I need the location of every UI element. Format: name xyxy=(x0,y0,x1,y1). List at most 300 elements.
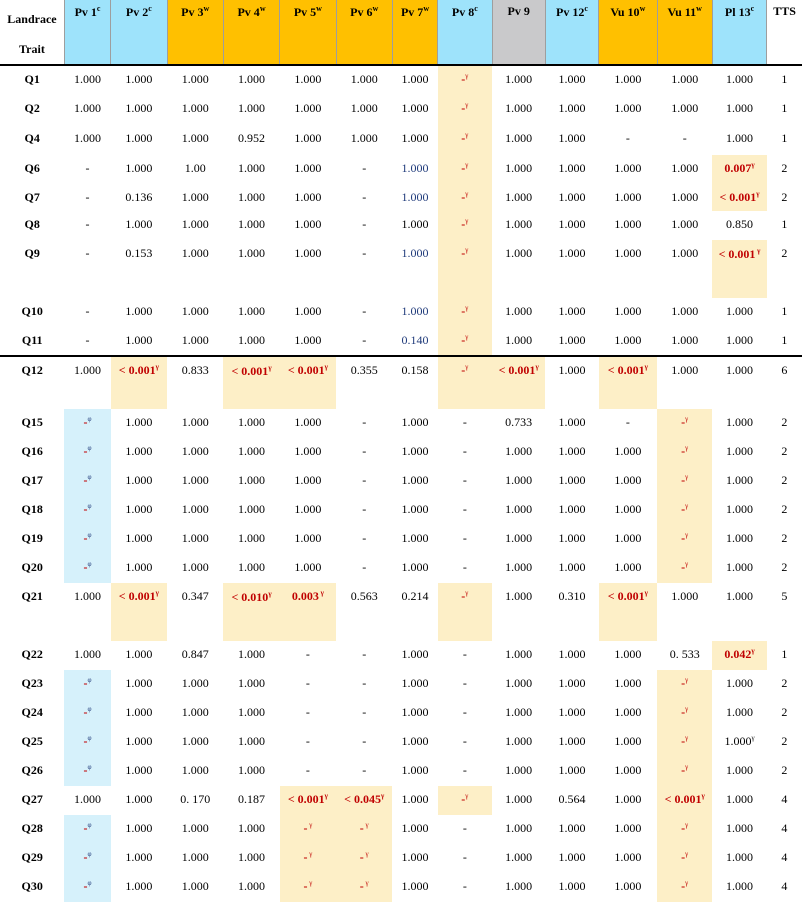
cell-value: 1.000 xyxy=(726,560,754,574)
table-cell xyxy=(64,815,110,844)
column-header-label: Pl 13 xyxy=(724,5,751,19)
table-cell xyxy=(167,786,223,815)
table-cell xyxy=(64,525,110,554)
cell-value: 1.000 xyxy=(401,676,429,690)
table-cell xyxy=(336,409,392,438)
cell-marker: γ xyxy=(307,821,313,829)
table-cell xyxy=(657,873,712,902)
table-cell xyxy=(492,155,545,184)
table-cell xyxy=(223,125,279,155)
cell-marker: γ xyxy=(751,161,755,169)
cell-marker: γ xyxy=(363,821,369,829)
cell-value: 1.000 xyxy=(125,647,153,661)
cell-value: 1.000 xyxy=(614,734,642,748)
table-cell xyxy=(657,95,712,125)
table-cell xyxy=(392,757,437,786)
cell-value: 1.000 xyxy=(294,131,322,145)
cell-value: 0.007 xyxy=(724,161,752,175)
cell-value: 1.000 xyxy=(726,101,754,115)
table-row xyxy=(0,699,802,728)
cell-value: 1.000 xyxy=(125,131,153,145)
cell-value: 1.000 xyxy=(558,101,586,115)
cell-marker: γ xyxy=(685,821,689,829)
table-cell xyxy=(336,65,392,95)
cell-marker: γ xyxy=(756,190,760,198)
table-row xyxy=(0,641,802,670)
cell-value: 1.000 xyxy=(558,879,586,893)
table-cell xyxy=(599,356,657,409)
column-header-superscript: w xyxy=(696,4,702,13)
cell-value: < 0.001 xyxy=(718,247,756,261)
table-cell xyxy=(438,699,492,728)
table-cell xyxy=(545,786,598,815)
header-row xyxy=(0,0,802,65)
table-cell xyxy=(438,240,492,298)
cell-value: - xyxy=(462,763,467,777)
cell-value: 1.000 xyxy=(238,246,266,260)
table-cell xyxy=(280,95,336,125)
cell-value: 2 xyxy=(781,734,788,748)
table-row xyxy=(0,467,802,496)
table-cell xyxy=(545,496,598,525)
table-cell xyxy=(223,641,279,670)
table-row xyxy=(0,815,802,844)
table-cell xyxy=(712,525,766,554)
table-row xyxy=(0,155,802,184)
cell-value: 1.000 xyxy=(125,850,153,864)
cell-dash: - xyxy=(303,879,308,893)
cell-value: 1.000 xyxy=(614,304,642,318)
cell-value: 1.000 xyxy=(181,734,209,748)
table-cell xyxy=(392,184,437,211)
cell-value: 1.000 xyxy=(181,473,209,487)
table-cell xyxy=(223,298,279,327)
cell-value: 1.000 xyxy=(671,190,699,204)
table-cell xyxy=(545,583,598,641)
table-cell xyxy=(492,356,545,409)
table-cell xyxy=(438,728,492,757)
table-cell xyxy=(712,786,766,815)
table-cell xyxy=(223,815,279,844)
table-cell xyxy=(767,583,802,641)
table-cell xyxy=(767,184,802,211)
table-cell xyxy=(545,873,598,902)
cell-value: 1.000 xyxy=(558,705,586,719)
table-cell xyxy=(223,211,279,240)
table-row xyxy=(0,211,802,240)
table-cell xyxy=(64,670,110,699)
table-cell xyxy=(712,65,766,95)
table-cell xyxy=(545,155,598,184)
cell-dash: - xyxy=(83,821,88,835)
cell-value: < 0.001 xyxy=(118,363,156,377)
cell-value: 1.000 xyxy=(671,72,699,86)
cell-value: - xyxy=(362,217,367,231)
table-cell xyxy=(111,438,167,467)
table-cell xyxy=(545,844,598,873)
cell-value: 1.000 xyxy=(671,161,699,175)
cell-value: 1.000 xyxy=(181,821,209,835)
cell-value: 1.000 xyxy=(401,879,429,893)
cell-value: - xyxy=(625,131,630,145)
table-cell xyxy=(223,65,279,95)
table-cell xyxy=(167,356,223,409)
table-cell xyxy=(111,583,167,641)
table-cell xyxy=(599,125,657,155)
cell-value: 1.000 xyxy=(125,72,153,86)
column-header-superscript: c xyxy=(584,4,588,13)
cell-value: 1.000 xyxy=(401,821,429,835)
table-cell xyxy=(599,583,657,641)
cell-value: 1.000 xyxy=(74,589,102,603)
table-cell xyxy=(657,155,712,184)
cell-dash: - xyxy=(359,821,364,835)
cell-value: 1.000 xyxy=(614,850,642,864)
column-header xyxy=(167,0,223,65)
table-cell xyxy=(111,844,167,873)
cell-marker: γ xyxy=(685,444,689,452)
cell-value: 1.000 xyxy=(505,676,533,690)
cell-value: 1.000 xyxy=(558,676,586,690)
column-header-superscript: w xyxy=(639,4,646,13)
table-cell xyxy=(657,815,712,844)
cell-value: 1.000 xyxy=(401,763,429,777)
cell-marker: γ xyxy=(685,879,689,887)
trait-header-line1: Landrace xyxy=(7,12,57,26)
table-cell xyxy=(599,815,657,844)
cell-value: 1.000 xyxy=(125,560,153,574)
cell-marker: γ xyxy=(465,589,469,597)
table-cell xyxy=(167,525,223,554)
cell-value: 1.000 xyxy=(238,647,266,661)
table-cell xyxy=(167,815,223,844)
cell-value: 1.000 xyxy=(558,72,586,86)
cell-value: 1.000 xyxy=(181,190,209,204)
table-cell xyxy=(280,184,336,211)
cell-value: 1.000 xyxy=(614,502,642,516)
table-row xyxy=(0,728,802,757)
table-cell xyxy=(280,65,336,95)
table-cell xyxy=(392,496,437,525)
cell-value: 4 xyxy=(781,821,788,835)
table-cell xyxy=(64,728,110,757)
table-cell xyxy=(438,155,492,184)
table-row xyxy=(0,356,802,409)
cell-dash: - xyxy=(83,879,88,893)
cell-value: 1.000 xyxy=(294,161,322,175)
table-cell xyxy=(492,95,545,125)
cell-value: 1.000 xyxy=(238,734,266,748)
column-header-label: Pv 2 xyxy=(125,5,149,19)
table-cell xyxy=(712,438,766,467)
cell-value: 1.000 xyxy=(181,72,209,86)
table-cell xyxy=(657,125,712,155)
column-header-superscript: w xyxy=(259,4,266,13)
table-cell xyxy=(712,409,766,438)
cell-value: 1.000 xyxy=(238,821,266,835)
cell-value: 1.000 xyxy=(558,734,586,748)
cell-value: 0.850 xyxy=(726,217,754,231)
table-cell xyxy=(657,356,712,409)
cell-value: 0.564 xyxy=(558,792,586,806)
cell-value: 1.000 xyxy=(558,821,586,835)
cell-marker: γ xyxy=(465,333,469,341)
cell-value: 1.000 xyxy=(125,734,153,748)
table-cell xyxy=(392,699,437,728)
table-cell xyxy=(712,554,766,583)
table-cell xyxy=(392,298,437,327)
cell-value: - xyxy=(462,473,467,487)
table-cell xyxy=(438,583,492,641)
cell-value: - xyxy=(462,850,467,864)
cell-value: 0.158 xyxy=(401,363,429,377)
cell-value: 1.000 xyxy=(125,705,153,719)
cell-value: - xyxy=(682,131,687,145)
cell-dash: - xyxy=(681,763,686,777)
table-row xyxy=(0,844,802,873)
cell-dash: - xyxy=(681,444,686,458)
column-header xyxy=(599,0,657,65)
table-cell xyxy=(545,641,598,670)
table-cell xyxy=(64,438,110,467)
cell-value: 1.000 xyxy=(505,502,533,516)
table-cell xyxy=(657,298,712,327)
table-cell xyxy=(111,467,167,496)
cell-value: 0.003 xyxy=(291,589,319,603)
table-row xyxy=(0,670,802,699)
cell-value: 1.000 xyxy=(505,763,533,777)
table-cell xyxy=(223,95,279,125)
table-cell xyxy=(167,728,223,757)
cell-dash: - xyxy=(83,734,88,748)
row-trait-label: Q30 xyxy=(21,879,43,893)
cell-value: 1.000 xyxy=(558,246,586,260)
table-cell xyxy=(167,409,223,438)
row-trait-label: Q9 xyxy=(24,246,40,260)
cell-dash: - xyxy=(681,502,686,516)
cell-value: 1.000 xyxy=(558,560,586,574)
cell-value: - xyxy=(305,705,310,719)
cell-marker: φ xyxy=(87,473,92,481)
cell-value: - xyxy=(462,502,467,516)
cell-value: - xyxy=(362,333,367,347)
cell-value: 0. 533 xyxy=(669,647,700,661)
table-cell xyxy=(599,641,657,670)
cell-value: 1.000 xyxy=(614,444,642,458)
table-cell xyxy=(712,496,766,525)
table-cell xyxy=(492,409,545,438)
table-cell xyxy=(223,409,279,438)
cell-value: 1.000 xyxy=(125,444,153,458)
cell-value: - xyxy=(462,705,467,719)
cell-value: 1.000 xyxy=(614,161,642,175)
column-header-superscript: w xyxy=(372,4,379,13)
cell-value: 1.000 xyxy=(614,217,642,231)
table-cell xyxy=(223,699,279,728)
table-cell xyxy=(392,95,437,125)
cell-value: 1.000 xyxy=(726,473,754,487)
cell-value: 1.000 xyxy=(558,304,586,318)
table-cell xyxy=(64,844,110,873)
cell-value: 2 xyxy=(781,763,788,777)
column-header-label: Pv 8 xyxy=(451,5,475,19)
cell-value: 1.000 xyxy=(181,246,209,260)
table-cell xyxy=(492,699,545,728)
cell-value: 1 xyxy=(781,72,788,86)
cell-value: - xyxy=(625,415,630,429)
table-cell xyxy=(280,844,336,873)
table-cell xyxy=(599,844,657,873)
cell-value: 1.000 xyxy=(74,101,102,115)
table-cell xyxy=(767,155,802,184)
table-row xyxy=(0,873,802,902)
cell-marker: γ xyxy=(465,101,469,109)
cell-value: 1.000 xyxy=(401,415,429,429)
table-cell xyxy=(392,409,437,438)
cell-value: 2 xyxy=(781,560,788,574)
cell-value: 1.000 xyxy=(238,879,266,893)
table-cell xyxy=(712,641,766,670)
table-cell xyxy=(438,211,492,240)
table-cell xyxy=(64,641,110,670)
table-cell xyxy=(336,757,392,786)
table-cell xyxy=(545,554,598,583)
cell-dash: - xyxy=(681,821,686,835)
table-cell xyxy=(438,65,492,95)
table-cell xyxy=(438,815,492,844)
table-cell xyxy=(545,670,598,699)
column-header-superscript: w xyxy=(316,4,322,13)
table-cell xyxy=(545,65,598,95)
row-trait-label: Q8 xyxy=(24,217,40,231)
table-cell xyxy=(336,844,392,873)
table-cell xyxy=(111,327,167,356)
table-cell xyxy=(64,757,110,786)
table-cell xyxy=(767,467,802,496)
table-cell xyxy=(111,356,167,409)
table-cell xyxy=(223,844,279,873)
column-header-label: Pv 5 xyxy=(293,5,317,19)
table-cell xyxy=(64,699,110,728)
cell-value: 1.000 xyxy=(238,72,266,86)
table-cell xyxy=(392,815,437,844)
table-cell xyxy=(492,757,545,786)
column-header xyxy=(767,0,802,65)
table-row xyxy=(0,525,802,554)
cell-value: 1.000 xyxy=(238,444,266,458)
cell-value: - xyxy=(462,444,467,458)
cell-marker: γ xyxy=(685,531,689,539)
cell-value: 0.355 xyxy=(350,363,378,377)
column-header xyxy=(545,0,598,65)
table-cell xyxy=(545,525,598,554)
table-cell xyxy=(392,155,437,184)
column-header xyxy=(657,0,712,65)
cell-value: 1 xyxy=(781,101,788,115)
cell-marker: γ xyxy=(381,792,385,800)
table-cell xyxy=(336,467,392,496)
cell-value: < 0.001 xyxy=(287,363,325,377)
table-cell xyxy=(438,298,492,327)
cell-marker: γ xyxy=(535,363,539,371)
table-cell xyxy=(657,641,712,670)
cell-value: 1.000 xyxy=(671,363,699,377)
cell-value: 1.000 xyxy=(726,763,754,777)
cell-value: 1.000 xyxy=(505,72,533,86)
table-cell xyxy=(599,873,657,902)
cell-value: 1.000 xyxy=(558,190,586,204)
cell-value: 1 xyxy=(781,217,788,231)
cell-value: 1.000 xyxy=(558,131,586,145)
cell-value: - xyxy=(305,763,310,777)
cell-value: 0.042 xyxy=(724,647,752,661)
table-cell xyxy=(111,757,167,786)
table-cell xyxy=(767,298,802,327)
table-cell xyxy=(336,670,392,699)
cell-marker: γ xyxy=(465,72,469,80)
table-cell xyxy=(657,525,712,554)
cell-value: 1.000 xyxy=(505,792,533,806)
cell-value: 0.214 xyxy=(401,589,429,603)
table-cell xyxy=(111,670,167,699)
table-cell xyxy=(280,125,336,155)
cell-value: 1.000 xyxy=(125,792,153,806)
cell-value: 1.000 xyxy=(74,72,102,86)
column-header xyxy=(438,0,492,65)
cell-value: - xyxy=(362,304,367,318)
table-cell xyxy=(392,873,437,902)
table-cell xyxy=(767,844,802,873)
cell-marker: γ xyxy=(465,131,469,139)
table-cell xyxy=(111,65,167,95)
cell-value: 1.000 xyxy=(614,879,642,893)
table-cell xyxy=(712,184,766,211)
column-header xyxy=(392,0,437,65)
cell-value: 0.833 xyxy=(181,363,209,377)
cell-dash: - xyxy=(461,131,466,145)
table-cell xyxy=(64,356,110,409)
table-cell xyxy=(492,298,545,327)
cell-marker: γ xyxy=(465,190,469,198)
table-cell xyxy=(657,65,712,95)
table-cell xyxy=(492,438,545,467)
cell-marker: γ xyxy=(644,589,648,597)
cell-value: 1.000 xyxy=(505,560,533,574)
table-cell xyxy=(64,873,110,902)
cell-dash: - xyxy=(461,190,466,204)
table-cell xyxy=(545,699,598,728)
table-cell xyxy=(64,184,110,211)
table-cell xyxy=(545,298,598,327)
table-cell xyxy=(111,155,167,184)
cell-value: - xyxy=(305,734,310,748)
cell-value: - xyxy=(362,705,367,719)
row-trait-label: Q25 xyxy=(21,734,43,748)
cell-value: 1.000 xyxy=(181,304,209,318)
table-cell xyxy=(712,155,766,184)
cell-value: 2 xyxy=(781,705,788,719)
cell-value: 1.000 xyxy=(558,763,586,777)
table-cell xyxy=(336,155,392,184)
table-cell xyxy=(111,554,167,583)
cell-value: 0.847 xyxy=(181,647,209,661)
cell-value: 1.000 xyxy=(558,502,586,516)
cell-marker: γ xyxy=(685,705,689,713)
cell-value: 1.000 xyxy=(125,161,153,175)
cell-value: 1.000 xyxy=(181,560,209,574)
table-cell xyxy=(545,467,598,496)
cell-marker: γ xyxy=(307,879,313,887)
